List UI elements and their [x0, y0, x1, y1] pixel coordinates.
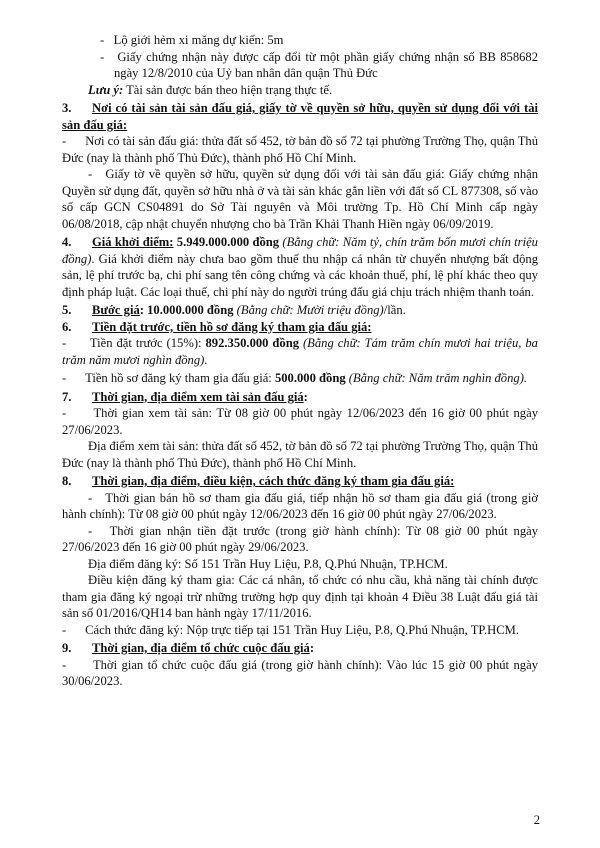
section-3-location: - Nơi có tài sản đấu giá: thửa đất số 452, tờ bản đồ số 72 tại phường Trường Thọ, quận Thủ Đức (nay là thành phố Thủ Đức), thành phố Hồ Chí Minh. [62, 134, 538, 165]
section-8-application-time: - Thời gian bán hồ sơ tham gia đấu giá, tiếp nhận hồ sơ tham gia đấu giá (trong giờ hành chính): Từ 08 giờ 00 phút ngày 12/06/2023 đến 16 giờ 00 phút ngày 27/06/2023. [62, 490, 539, 521]
section-7-viewing-location: Địa điểm xem tài sản: thửa đất số 452, tờ bản đồ số 72 tại phường Trường Thọ, quận Thủ Đức (nay là thành phố Thủ Đức), thành phố Hồ Chí Minh. [62, 439, 538, 470]
section-9-heading: 9. Thời gian, địa điểm tổ chức cuộc đấu giá: [62, 641, 315, 655]
section-6-heading: 6. Tiền đặt trước, tiền hồ sơ đăng ký tham gia đấu giá: [62, 319, 372, 334]
section-3-heading: 3. Nơi có tài sản tài sản đấu giá, giấy tờ về quyền sở hữu, quyền sử dụng đối với tài sản đấu giá: [62, 101, 538, 132]
paragraph-road-width: - Lộ giới hẻm xi măng dự kiến: 5m [100, 33, 284, 47]
section-4-starting-price: 4. Giá khởi điểm: 5.949.000.000 đồng (Bằng chữ: Năm tỷ, chín trăm bốn mươi chín triệu đồng). Giá khởi điểm này chưa bao gồm thuế thu nhập cá nhân từ chuyển nhượng bất động sản, lệ phí trước bạ, chi phí sang tên công chứng và các khoản thuế, phí, lệ phí khác theo quy định pháp luật. Các loại thuế, chi phí này do người trúng đấu giá chịu trách nhiệm thanh toán. [62, 235, 538, 299]
paragraph-note: Lưu ý: Tài sản được bán theo hiện trạng thực tế. [88, 82, 333, 97]
section-6-application-fee: - Tiền hồ sơ đăng ký tham gia đấu giá: 500.000 đồng (Bằng chữ: Năm trăm nghìn đồng). [62, 371, 528, 385]
section-6-deposit: - Tiền đặt trước (15%): 892.350.000 đồng (Bằng chữ: Tám trăm chín mươi hai triệu, ba trăm năm mươi nghìn đồng). [62, 336, 538, 367]
section-9-auction-time: - Thời gian tổ chức cuộc đấu giá (trong giờ hành chính): Vào lúc 15 giờ 00 phút ngày 30/06/2023. [62, 657, 538, 688]
section-3-documents: - Giấy tờ về quyền sở hữu, quyền sử dụng đối với tài sản đấu giá: Giấy chứng nhận Quyền sử dụng đất, quyền sở hữu nhà ở và tài sản khác gắn liền với đất số CL 877308, số vào số cấp GCN CS04891 do Sở Tài nguyên và Môi trường Tp. Hồ Chí Minh cấp ngày 06/08/2018, cập nhật chuyển nhượng cho bà Trần Khải Thanh Hiền ngày 06/09/2019. [62, 167, 539, 231]
paragraph-certificate-origin: - Giấy chứng nhận này được cấp đổi từ một phần giấy chứng nhận số BB 858682 ngày 12/8/2010 của Uỷ ban nhân dân quận Thủ Đức [100, 49, 539, 80]
section-5-bid-step: 5. Bước giá: 10.000.000 đồng (Bằng chữ: Mười triệu đồng)/lần. [62, 303, 406, 317]
section-8-conditions: Điều kiện đăng ký tham gia: Các cá nhân, tổ chức có nhu cầu, khả năng tài chính được tham gia đăng ký ngoại trừ những trường hợp quy định tại khoản 4 Điều 38 Luật đấu giá tài sản số 01/2016/QH14 ban hành ngày 17/11/2016. [62, 573, 538, 620]
section-8-registration-place: Địa điểm đăng ký: Số 151 Trần Huy Liệu, P.8, Q.Phú Nhuận, TP.HCM. [88, 556, 448, 571]
section-7-heading: 7. Thời gian, địa điểm xem tài sản đấu giá: [62, 389, 308, 404]
section-8-heading: 8. Thời gian, địa điểm, điều kiện, cách thức đăng ký tham gia đấu giá: [62, 474, 455, 488]
section-8-method: - Cách thức đăng ký: Nộp trực tiếp tại 151 Trần Huy Liệu, P.8, Q.Phú Nhuận, TP.HCM. [62, 622, 519, 637]
section-7-viewing-time: - Thời gian xem tài sản: Từ 08 giờ 00 phút ngày 12/06/2023 đến 16 giờ 00 phút ngày 27/06/2023. [62, 406, 538, 437]
page-number: 2 [533, 813, 540, 827]
section-8-deposit-time: - Thời gian nhận tiền đặt trước (trong giờ hành chính): Từ 08 giờ 00 phút ngày 27/06/2023 đến 16 giờ 00 phút ngày 29/06/2023. [62, 523, 539, 554]
